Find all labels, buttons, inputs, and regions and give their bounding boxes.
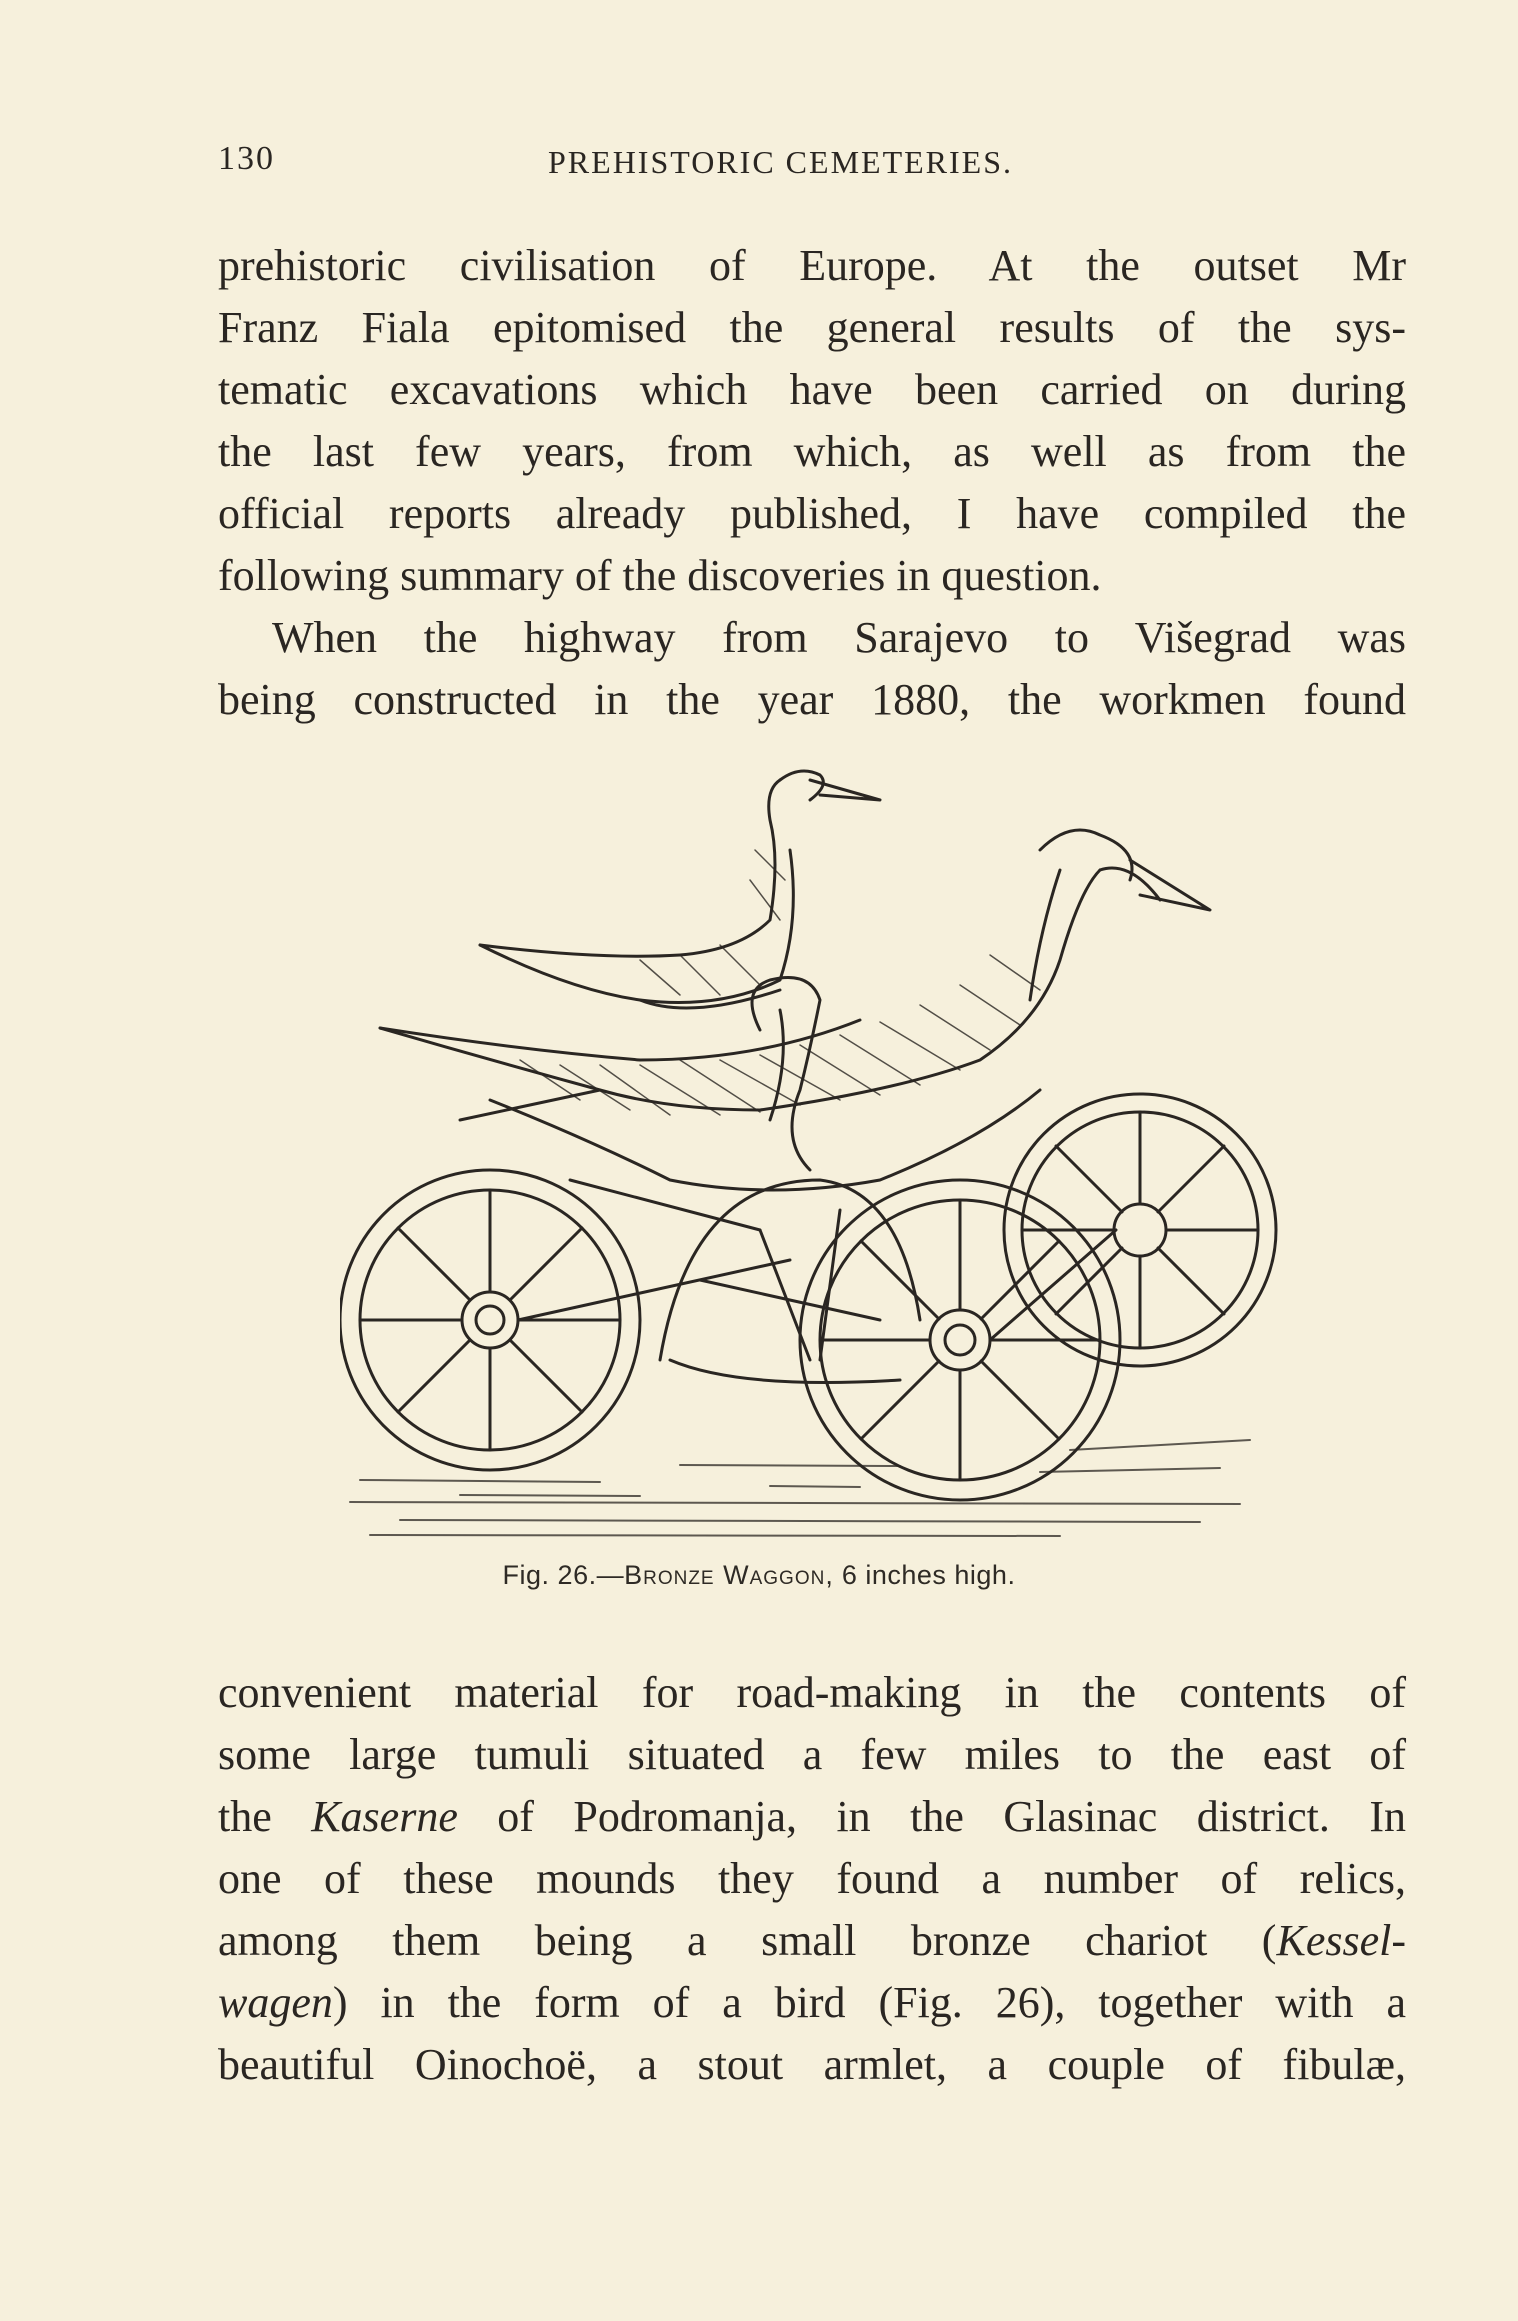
italic-term: Kessel-	[1276, 1916, 1406, 1965]
text-line	[218, 1972, 1406, 2034]
page-number: 130	[218, 140, 275, 177]
front-left-wheel	[340, 1170, 640, 1470]
text-line: prehistoric civilisation of Europe. At the outset Mr	[218, 241, 1406, 290]
bird-body	[380, 830, 1210, 1190]
text-fragment: the	[218, 1792, 312, 1841]
text-line: When the highway from Sarajevo to Višegrad was	[272, 613, 1406, 662]
figure-caption	[0, 1560, 1518, 1591]
body-text-lower	[218, 1662, 1406, 2096]
text-line: being constructed in the year 1880, the workmen found	[218, 675, 1406, 724]
text-line: official reports already published, I have compiled the	[218, 489, 1406, 538]
italic-term: Kaserne	[311, 1792, 458, 1841]
text-fragment: ) in the form of a bird (Fig. 26), together with a	[332, 1978, 1406, 2027]
caption-suffix: 6 inches high.	[833, 1560, 1016, 1590]
text-line: some large tumuli situated a few miles to the east of	[218, 1730, 1406, 1779]
text-line: the last few years, from which, as well as from the	[218, 427, 1406, 476]
bronze-waggon-drawing	[340, 760, 1280, 1550]
text-fragment: of Podromanja, in the Glasinac district. In	[457, 1792, 1406, 1841]
caption-prefix: Fig. 26.—	[502, 1560, 625, 1590]
ground-hatching	[350, 1440, 1250, 1536]
caption-title: Bronze Waggon,	[624, 1560, 834, 1590]
text-line	[218, 1786, 1406, 1848]
text-line: Franz Fiala epitomised the general results of the sys-	[218, 303, 1406, 352]
bronze-waggon-illustration	[340, 760, 1280, 1550]
body-text-upper	[218, 235, 1406, 731]
text-line: following summary of the discoveries in question.	[218, 551, 1102, 600]
text-line	[218, 1910, 1406, 1972]
running-head: PREHISTORIC CEMETERIES.	[548, 144, 1013, 180]
central-handle	[752, 978, 820, 1171]
text-line: tematic excavations which have been carried on during	[218, 365, 1406, 414]
text-line: one of these mounds they found a number of relics,	[218, 1854, 1406, 1903]
page-header	[218, 140, 1408, 194]
front-right-wheel	[800, 1180, 1120, 1500]
italic-term: wagen	[218, 1978, 333, 2027]
upper-bird	[480, 771, 880, 1008]
text-fragment: among them being a small bronze chariot (	[218, 1916, 1277, 1965]
text-line: convenient material for road-making in the contents of	[218, 1668, 1406, 1717]
text-line: beautiful Oinochoë, a stout armlet, a couple of fibulæ,	[218, 2040, 1406, 2089]
